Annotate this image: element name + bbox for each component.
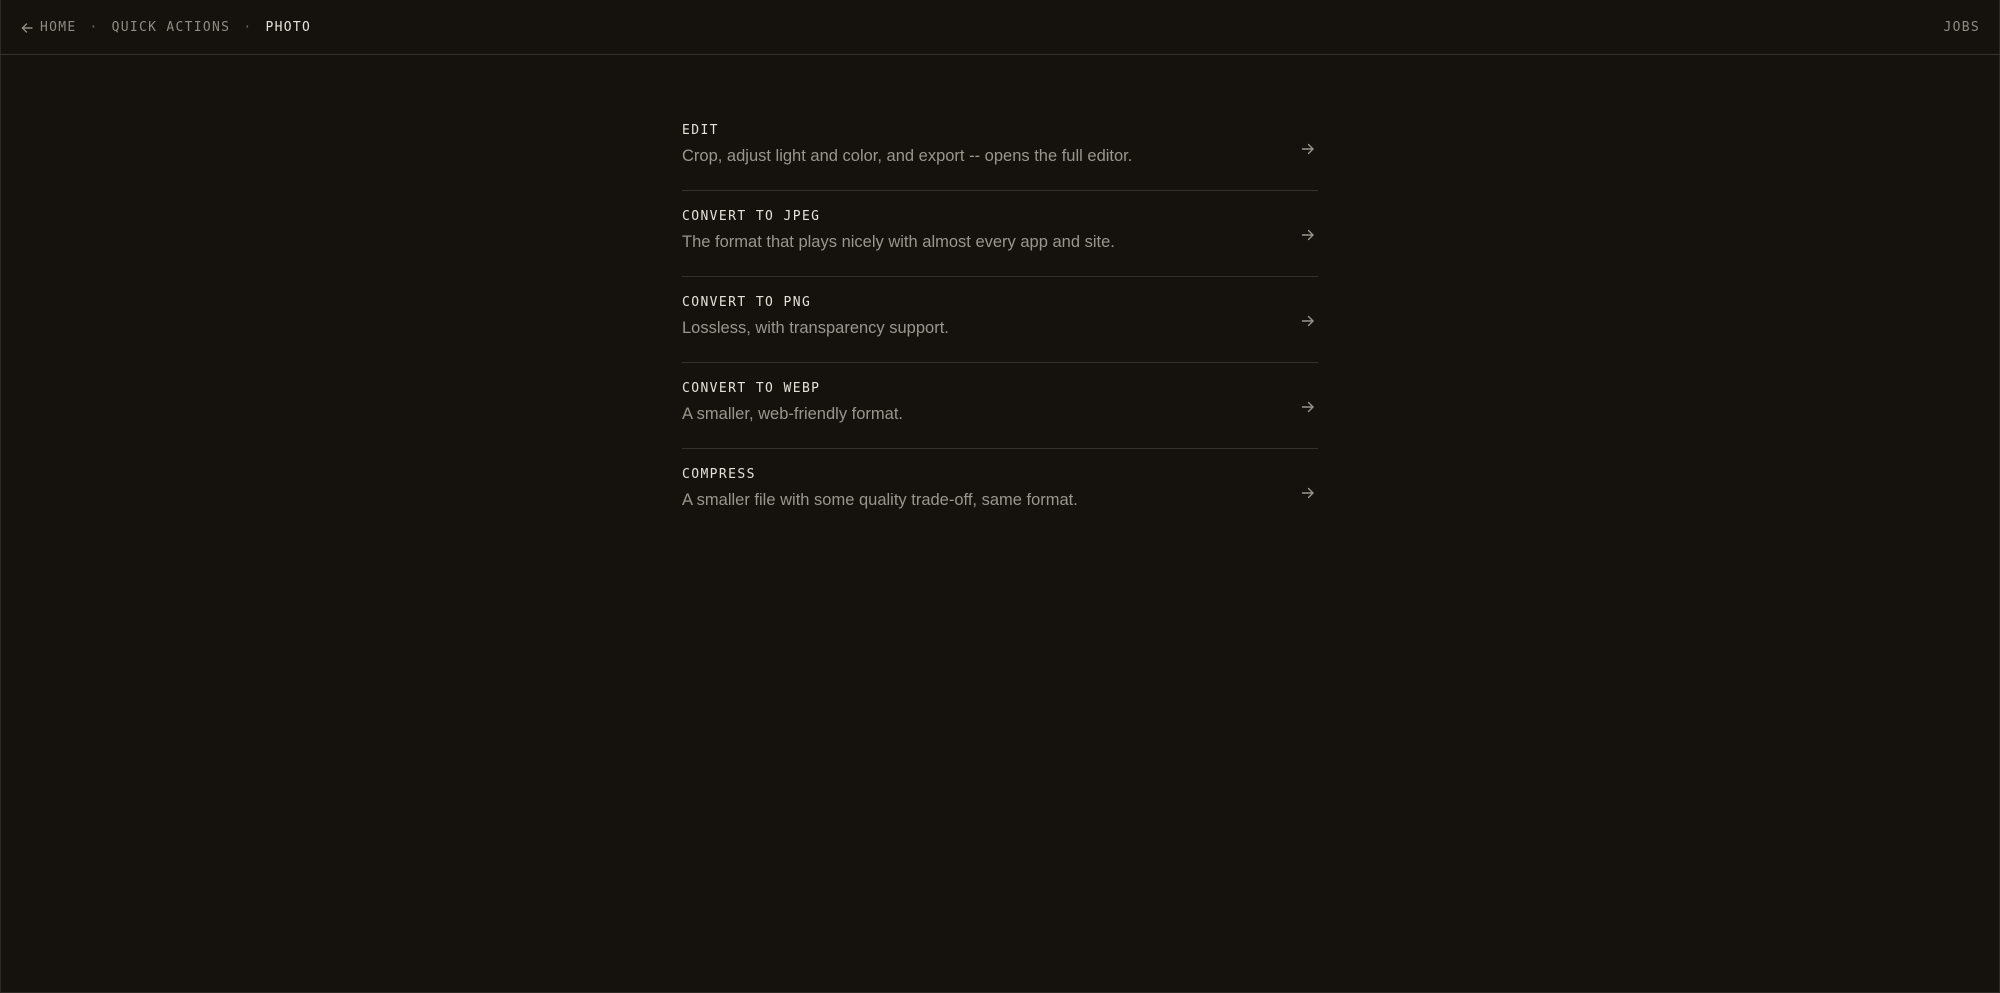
action-description: The format that plays nicely with almost every app and site.	[682, 233, 1115, 251]
action-description: A smaller, web-friendly format.	[682, 405, 903, 423]
breadcrumb-home[interactable]: HOME	[40, 20, 77, 35]
breadcrumb-separator: ·	[243, 20, 253, 35]
breadcrumb-separator: ·	[89, 20, 99, 35]
action-convert-to-png[interactable]	[682, 277, 1318, 363]
breadcrumb-quick-actions[interactable]: QUICK ACTIONS	[111, 20, 231, 35]
arrow-right-icon	[1300, 227, 1316, 243]
action-edit[interactable]	[682, 105, 1318, 191]
arrow-right-icon	[1300, 313, 1316, 329]
action-title: EDIT	[682, 123, 719, 138]
action-title: CONVERT TO WEBP	[682, 381, 821, 396]
arrow-right-icon	[1300, 141, 1316, 157]
action-compress[interactable]	[682, 449, 1318, 535]
action-description: Crop, adjust light and color, and export -- opens the full editor.	[682, 147, 1133, 165]
top-bar	[0, 0, 2000, 55]
breadcrumb	[20, 0, 311, 55]
quick-actions-list	[682, 105, 1318, 535]
arrow-right-icon	[1300, 399, 1316, 415]
action-description: Lossless, with transparency support.	[682, 319, 949, 337]
action-convert-to-webp[interactable]	[682, 363, 1318, 449]
breadcrumb-photo: PHOTO	[265, 20, 312, 35]
jobs-link[interactable]: JOBS	[1943, 20, 1980, 35]
arrow-left-icon[interactable]	[20, 21, 34, 35]
action-title: CONVERT TO PNG	[682, 295, 812, 310]
action-title: COMPRESS	[682, 467, 756, 482]
action-convert-to-jpeg[interactable]	[682, 191, 1318, 277]
action-description: A smaller file with some quality trade-off, same format.	[682, 491, 1078, 509]
arrow-right-icon	[1300, 485, 1316, 501]
action-title: CONVERT TO JPEG	[682, 209, 821, 224]
